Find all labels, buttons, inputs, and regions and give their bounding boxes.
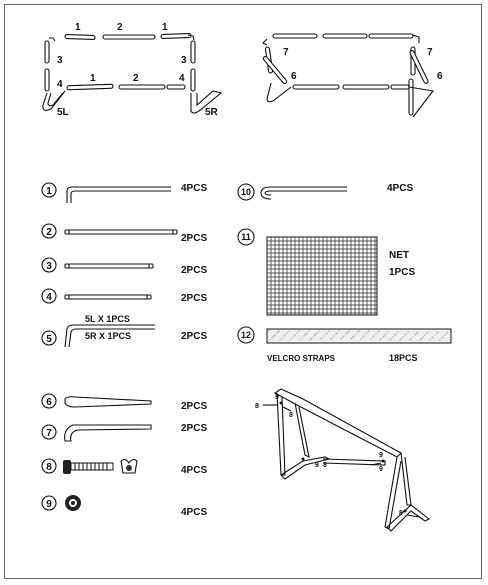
frame-label: 7 <box>283 47 289 58</box>
callout-label: 8 <box>399 510 403 517</box>
part-number: 7 <box>46 428 52 439</box>
frame-label: 6 <box>291 71 297 82</box>
frame-diagram-right <box>263 34 443 117</box>
part-number: 8 <box>46 462 52 473</box>
bent-tube-icon <box>65 425 151 441</box>
callout-label: 9 <box>379 466 383 473</box>
frame-label: 1 <box>90 73 96 84</box>
bolt-icon <box>63 460 113 474</box>
part-sub-label: 5L X 1PCS <box>85 314 130 324</box>
part-qty: 2PCS <box>181 331 208 342</box>
straight-tube-icon <box>65 264 153 268</box>
part-9 <box>42 495 207 518</box>
part-1 <box>42 183 207 203</box>
frame-label: 5R <box>205 107 218 118</box>
part-6 <box>42 394 207 412</box>
frame-label: 4 <box>57 79 63 90</box>
part-10 <box>238 183 413 200</box>
callout-label: 8 <box>323 462 327 469</box>
part-qty: 2PCS <box>181 265 208 276</box>
part-sub-label: 5R X 1PCS <box>85 331 132 341</box>
frame-label: 3 <box>181 55 187 66</box>
part-qty: 4PCS <box>387 183 414 194</box>
part-2 <box>42 224 207 244</box>
callout-label: 8 <box>289 412 293 419</box>
assembled-goal-diagram <box>255 389 429 531</box>
part-qty: 4PCS <box>181 507 208 518</box>
frame-label: 4 <box>179 73 185 84</box>
straight-tube-icon <box>65 230 177 234</box>
part-11 <box>238 229 415 315</box>
part-12 <box>238 327 451 363</box>
frame-label: 1 <box>162 22 168 33</box>
part-number: 2 <box>46 227 52 238</box>
frame-diagram-left <box>43 22 221 118</box>
part-number: 4 <box>46 292 52 303</box>
part-number: 6 <box>46 397 52 408</box>
callout-label: 9 <box>379 452 383 459</box>
part-5 <box>42 314 207 347</box>
parts-diagram <box>5 5 483 580</box>
part-number: 9 <box>46 499 52 510</box>
part-8 <box>42 459 207 476</box>
frame-label: 3 <box>57 55 63 66</box>
hook-peg-icon <box>261 187 347 199</box>
part-number: 1 <box>46 186 52 197</box>
part-qty: 4PCS <box>181 465 208 476</box>
parts-sheet <box>4 4 482 579</box>
part-number: 10 <box>240 187 252 197</box>
part-qty: 2PCS <box>181 401 208 412</box>
flat-end-tube-icon <box>65 397 151 407</box>
part-number: 11 <box>241 232 251 242</box>
part-number: 3 <box>46 261 52 272</box>
part-qty: 18PCS <box>389 353 418 363</box>
frame-label: 7 <box>427 47 433 58</box>
part-3 <box>42 258 207 276</box>
net-icon <box>267 237 377 315</box>
part-7 <box>42 423 207 441</box>
frame-label: 1 <box>75 22 81 33</box>
l-tube-icon <box>67 187 171 203</box>
frame-label: 2 <box>133 73 139 84</box>
part-qty: 4PCS <box>181 183 208 194</box>
part-qty: 2PCS <box>181 293 208 304</box>
part-number: 5 <box>46 334 52 345</box>
part-name: VELCRO STRAPS <box>267 354 336 363</box>
washer-icon <box>65 495 81 511</box>
part-4 <box>42 289 207 304</box>
callout-label: 9 <box>275 394 279 401</box>
part-qty: 2PCS <box>181 423 208 434</box>
part-qty: 1PCS <box>389 267 416 278</box>
wing-nut-icon <box>121 459 137 473</box>
straight-tube-icon <box>65 295 151 299</box>
callout-label: 8 <box>255 403 259 410</box>
frame-label: 5L <box>57 107 69 118</box>
part-name: NET <box>389 250 409 261</box>
frame-label: 6 <box>437 71 443 82</box>
frame-label: 2 <box>117 22 123 33</box>
part-number: 12 <box>240 330 252 340</box>
part-qty: 2PCS <box>181 233 208 244</box>
callout-label: 9 <box>315 462 319 469</box>
